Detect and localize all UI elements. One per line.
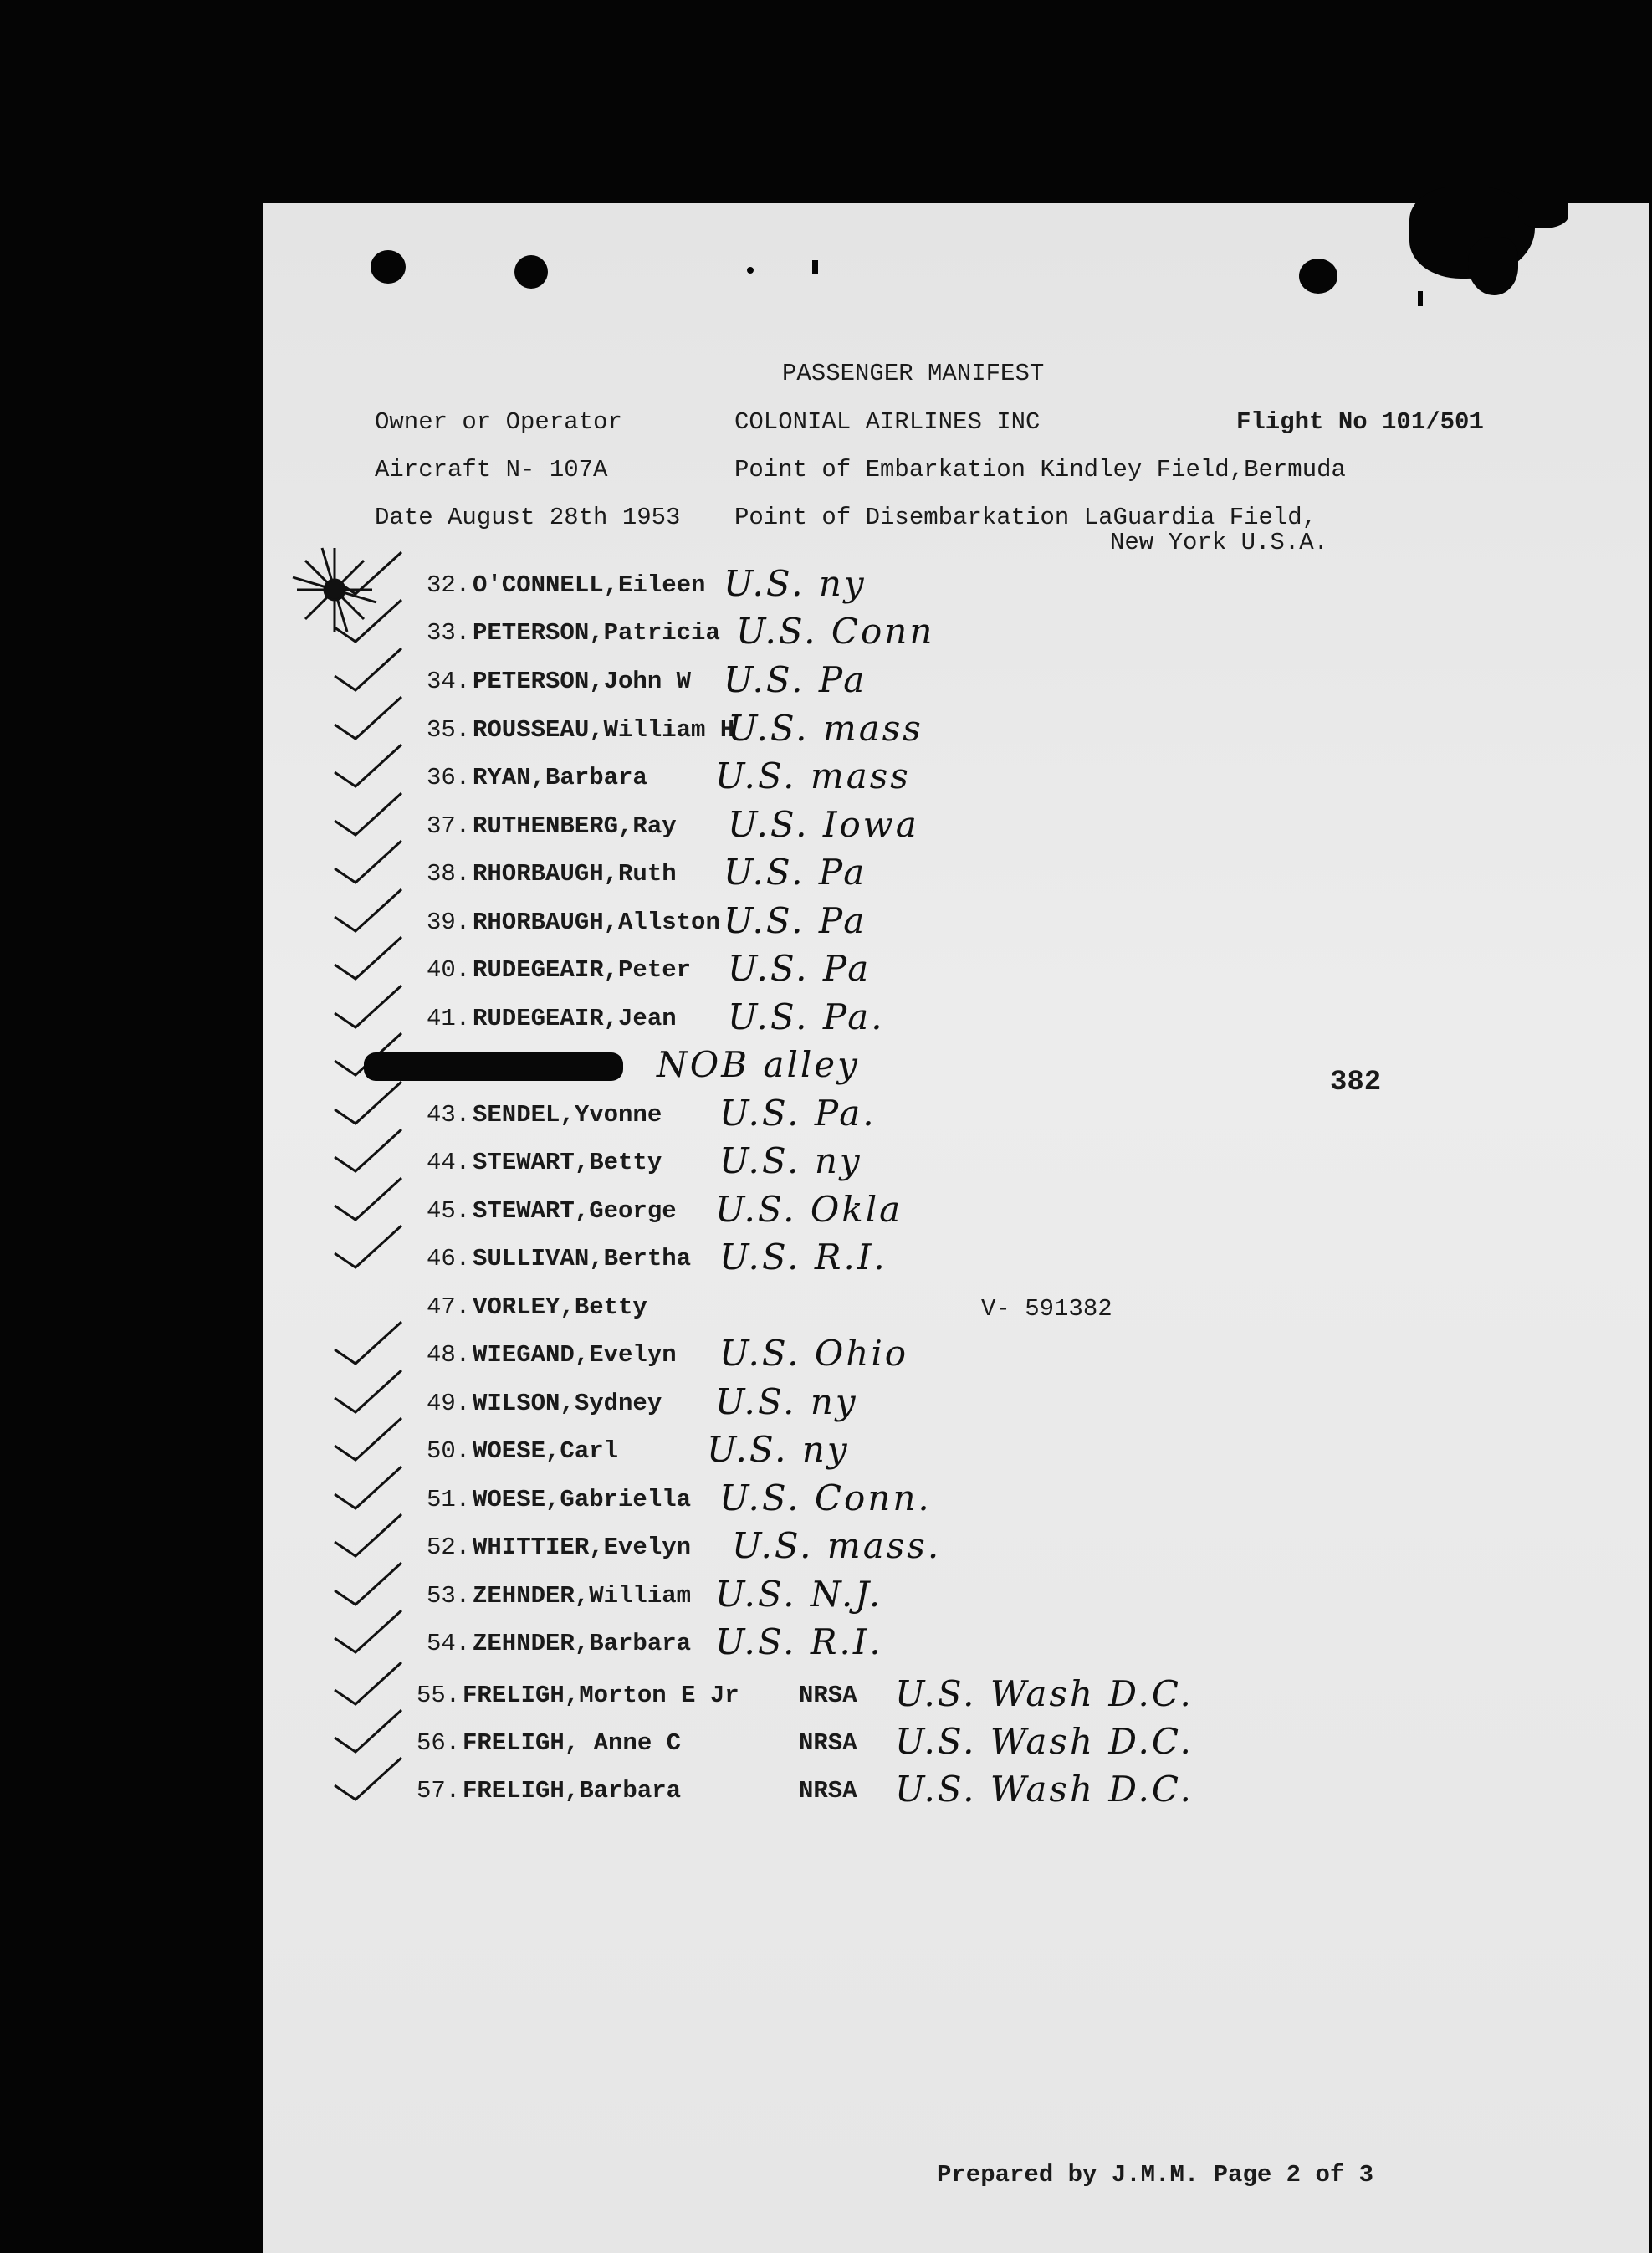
manifest-page [263,203,1649,2253]
check-mark [330,1174,406,1224]
passenger-row [263,755,1649,811]
flight-number: Flight No 101/501 [1236,408,1484,436]
embarkation: Point of Embarkation Kindley Field,Bermuda [734,456,1346,484]
passenger-number: 37. [427,812,471,840]
passenger-name: SENDEL,Yvonne [473,1101,662,1129]
passenger-number: 53. [427,1582,471,1610]
handwritten-nationality: U.S. mass. [732,1525,942,1566]
speck [812,260,818,274]
check-mark [330,933,406,983]
passenger-row [263,708,1649,763]
passenger-row [263,804,1649,859]
passenger-number: 46. [427,1245,471,1272]
passenger-name: VORLEY,Betty [473,1293,647,1321]
handwritten-nationality: U.S. Pa. [728,996,885,1037]
handwritten-nationality: U.S. ny [719,1140,862,1181]
passenger-name: RUTHENBERG,Ray [473,812,677,840]
passenger-number: 33. [427,619,471,647]
check-mark [330,1366,406,1416]
passenger-number: 47. [427,1293,471,1321]
aircraft-number: Aircraft N- 107A [375,456,608,484]
nrsa-code: NRSA [799,1777,857,1805]
passenger-row [263,1140,1649,1196]
check-mark [330,1414,406,1464]
passenger-name: ZEHNDER,Barbara [473,1630,692,1657]
owner-label: Owner or Operator [375,408,622,436]
passenger-number: 38. [427,860,471,888]
passenger-name: FRELIGH, Anne C [463,1729,682,1757]
passenger-row [263,1477,1649,1533]
manifest-title: PASSENGER MANIFEST [782,360,1045,387]
passenger-row [263,1189,1649,1244]
passenger-name: WHITTIER,Evelyn [473,1534,692,1561]
visa-note: V- 591382 [981,1295,1112,1323]
check-mark [330,885,406,935]
passenger-row [263,1381,1649,1436]
passenger-row [263,563,1649,618]
passenger-number: 39. [427,909,471,936]
passenger-number: 48. [427,1341,471,1369]
passenger-row [263,996,1649,1052]
passenger-name: SULLIVAN,Bertha [473,1245,692,1272]
disembarkation-city: New York U.S.A. [1110,529,1329,556]
passenger-name: O'CONNELL,Eileen [473,571,706,599]
handwritten-nationality: U.S. Pa [728,948,872,989]
speck [1418,291,1423,306]
passenger-name: RUDEGEAIR,Jean [473,1005,677,1032]
passenger-row [263,1093,1649,1148]
punch-hole [371,250,406,284]
passenger-row [263,900,1649,955]
passenger-name: FRELIGH,Barbara [463,1777,682,1805]
nrsa-code: NRSA [799,1682,857,1709]
passenger-name: STEWART,Betty [473,1149,662,1176]
passenger-row [263,1525,1649,1580]
passenger-number: 54. [427,1630,471,1657]
passenger-name: RYAN,Barbara [473,764,647,791]
passenger-number: 43. [427,1101,471,1129]
passenger-name: WILSON,Sydney [473,1390,662,1417]
handwritten-nationality: U.S. Pa [724,900,867,941]
check-mark [330,837,406,887]
passenger-name: RUDEGEAIR,Peter [473,956,692,984]
passenger-name: FRELIGH,Morton E Jr [463,1682,739,1709]
passenger-number: 41. [427,1005,471,1032]
handwritten-nationality: U.S. Iowa [728,804,919,845]
passenger-row [263,852,1649,907]
owner-value: COLONIAL AIRLINES INC [734,408,1041,436]
handwritten-nationality: U.S. ny [724,563,867,604]
handwritten-nationality: U.S. Okla [715,1189,903,1230]
redaction-bar [364,1052,623,1081]
speck [747,267,754,274]
passenger-number: 52. [427,1534,471,1561]
punch-hole [514,255,548,289]
passenger-row [263,1429,1649,1484]
check-mark [330,789,406,839]
handwritten-nationality: U.S. Wash D.C. [895,1769,1194,1810]
passenger-row [263,1293,1649,1340]
handwritten-nationality: U.S. Wash D.C. [895,1673,1194,1714]
handwritten-nationality: U.S. Wash D.C. [895,1721,1194,1762]
passenger-name: WIEGAND,Evelyn [473,1341,677,1369]
passenger-row [263,948,1649,1003]
check-mark [330,1510,406,1560]
handwritten-nationality: NOB alley [657,1044,860,1085]
check-mark [330,981,406,1032]
handwritten-nationality: U.S. mass [715,755,911,796]
passenger-name: PETERSON,John W [473,668,692,695]
check-mark [330,1606,406,1656]
passenger-number: 35. [427,716,471,744]
handwritten-nationality: U.S. mass [728,708,923,749]
passenger-name: ZEHNDER,William [473,1582,692,1610]
punch-hole [1299,259,1337,294]
handwritten-nationality: U.S. Pa. [719,1093,877,1134]
passenger-number: 49. [427,1390,471,1417]
check-mark [330,1078,406,1128]
passenger-number: 57. [417,1777,461,1805]
passenger-row [263,1769,1649,1824]
handwritten-nationality: U.S. Conn [736,611,935,652]
passenger-number: 36. [427,764,471,791]
footer-prepared-by: Prepared by J.M.M. Page 2 of 3 [937,2161,1374,2189]
torn-corner [1518,203,1568,228]
passenger-number: 40. [427,956,471,984]
handwritten-nationality: U.S. R.I. [719,1237,887,1278]
passenger-row [263,1237,1649,1292]
check-mark [330,644,406,694]
check-mark [330,1559,406,1609]
passenger-number: 51. [427,1486,471,1513]
passenger-name: RHORBAUGH,Ruth [473,860,677,888]
flight-date: Date August 28th 1953 [375,504,681,531]
passenger-row [263,1044,1649,1099]
check-mark [330,1754,406,1804]
check-mark [330,1221,406,1272]
handwritten-nationality: U.S. N.J. [715,1574,883,1615]
passenger-number: 44. [427,1149,471,1176]
check-mark [330,740,406,791]
check-mark [330,1125,406,1175]
passenger-name: PETERSON,Patricia [473,619,720,647]
handwritten-nationality: U.S. Pa [724,852,867,893]
passenger-name: WOESE,Carl [473,1437,619,1465]
handwritten-nationality: U.S. Conn. [719,1477,932,1518]
passenger-number: 50. [427,1437,471,1465]
handwritten-nationality: U.S. Pa [724,659,867,700]
passenger-number: 34. [427,668,471,695]
passenger-number: 55. [417,1682,461,1709]
passenger-row [263,659,1649,714]
disembarkation: Point of Disembarkation LaGuardia Field, [734,504,1317,531]
passenger-name: STEWART,George [473,1197,677,1225]
check-mark [330,596,406,646]
check-mark [330,693,406,743]
passenger-name: WOESE,Gabriella [473,1486,692,1513]
passenger-row [263,611,1649,666]
passenger-row [263,1333,1649,1388]
handwritten-nationality: U.S. ny [715,1381,858,1422]
nrsa-code: NRSA [799,1729,857,1757]
passenger-row [263,1574,1649,1629]
handwritten-nationality: U.S. Ohio [719,1333,909,1374]
check-mark [330,1658,406,1708]
passenger-number: 32. [427,571,471,599]
handwritten-nationality: U.S. ny [707,1429,850,1470]
passenger-name: RHORBAUGH,Allston [473,909,720,936]
torn-corner [1468,237,1518,295]
check-mark [330,1706,406,1756]
passenger-number: 45. [427,1197,471,1225]
check-mark [330,548,406,598]
passenger-name: ROUSSEAU,William H [473,716,735,744]
check-mark [330,1462,406,1513]
side-number: 382 [1330,1067,1382,1098]
handwritten-nationality: U.S. R.I. [715,1621,883,1662]
passenger-number: 56. [417,1729,461,1757]
passenger-row [263,1621,1649,1677]
check-mark [330,1318,406,1368]
